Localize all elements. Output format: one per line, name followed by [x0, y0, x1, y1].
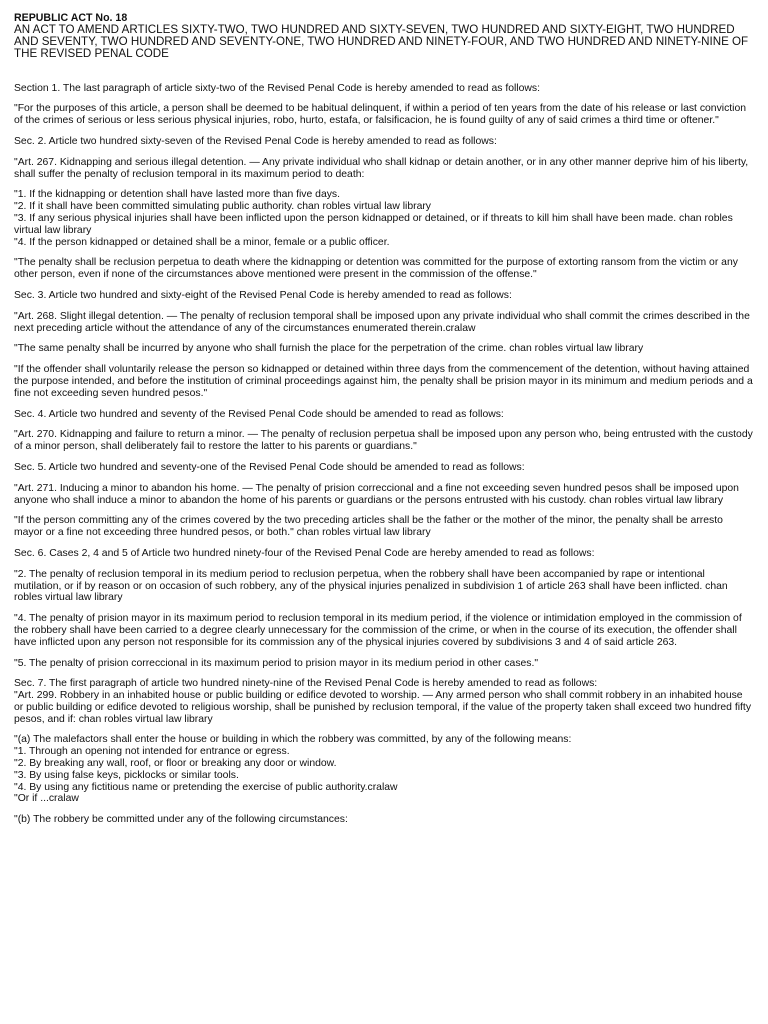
- list-item: "1. Through an opening not intended for entrance or egress.: [14, 746, 290, 758]
- document-page: [14, 12, 754, 826]
- section-2: Sec. 2. Article two hundred sixty-seven of the Revised Penal Code is hereby amended to read as follows:: [14, 136, 497, 147]
- art-299-text: "Art. 299. Robbery in an inhabited house or public building or edifice devoted to worship. — Any armed person who shall commit robbery in an inhabited house or public building or edifice devoted to religious worship, shall be punished by reclusion temporal, if the value of the property taken shall exceed two hundred fifty pesos, and if: chan robles virtual law library: [14, 690, 752, 725]
- list-item: "3. If any serious physical injuries shall have been inflicted upon the person kidnapped or detained, or if threats to kill him shall have been made. chan robles virtual law library: [14, 212, 733, 236]
- art-268-text: "Art. 268. Slight illegal detention. — The penalty of reclusion temporal shall be imposed upon any private individual who shall commit the crimes described in the next preceding article without the attendance of any of the circumstances enumerated therein.cralaw: [14, 310, 750, 334]
- art-270-text: "Art. 270. Kidnapping and failure to return a minor. — The penalty of reclusion perpetua shall be imposed upon any person who, being entrusted with the custody of a minor person, shall deliberately fail to restore the latter to his parents or guardians.": [14, 429, 753, 453]
- list-item: "3. By using false keys, picklocks or similar tools.: [14, 769, 239, 781]
- section-4: Sec. 4. Article two hundred and seventy of the Revised Penal Code should be amended to read as follows:: [14, 408, 504, 420]
- list-item: "2. By breaking any wall, roof, or floor or breaking any door or window.: [14, 758, 337, 770]
- case-2-text: "2. The penalty of reclusion temporal in its medium period to reclusion perpetua, when the robbery shall have been accompanied by rape or intentional mutilation, or if by reason or on occasion of such robbery, any of the physical injuries penalized in subdivision 1 of article 263 shall have been inflicted. chan robles virtual law library: [14, 568, 728, 604]
- case-4-text: "4. The penalty of prision mayor in its maximum period to reclusion temporal in its medium period, if the violence or intimidation employed in the commission of the robbery shall have been carried to a degree clearly unnecessary for the commission of the crime, or when in the course of its execution, the offender shall have inflicted upon any person not responsible for its commission any of the physical injuries covered by subdivisions 3 and 4 of said article 263.: [14, 613, 742, 648]
- list-item: "1. If the kidnapping or detention shall have lasted more than five days.: [14, 189, 341, 201]
- list-item: "(a) The malefactors shall enter the house or building in which the robbery was committed, by any of the following means:: [14, 734, 572, 746]
- list-item: "4. By using any fictitious name or pretending the exercise of public authority.cralaw: [14, 781, 398, 793]
- section-7-block: [14, 678, 754, 725]
- art-271-parents: "If the person committing any of the crimes covered by the two preceding articles shall be the father or the mother of the minor, the penalty shall be arresto mayor or a fine not exceeding three hundred pesos, or both." chan robles virtual law library: [14, 515, 723, 539]
- art-299-circumstances: "(b) The robbery be committed under any of the following circumstances:: [14, 814, 348, 826]
- art-299-means-list: [14, 734, 754, 805]
- list-item: "2. If it shall have been committed simulating public authority. chan robles virtual law library: [14, 201, 432, 213]
- section-6: Sec. 6. Cases 2, 4 and 5 of Article two hundred ninety-four of the Revised Penal Code are hereby amended to read as follows:: [14, 547, 595, 559]
- section-7: Sec. 7. The first paragraph of article two hundred ninety-nine of the Revised Penal Code is hereby amended to read as follows:: [14, 678, 598, 690]
- section-1: Section 1. The last paragraph of article sixty-two of the Revised Penal Code is hereby amended to read as follows:: [14, 82, 540, 94]
- art-267-text: "Art. 267. Kidnapping and serious illegal detention. — Any private individual who shall kidnap or detain another, or in any other manner deprive him of his liberty, shall suffer the penalty of reclusion temporal in its maximum period to death:: [14, 156, 749, 180]
- list-item: "4. If the person kidnapped or detained shall be a minor, female or a public officer.: [14, 236, 390, 248]
- act-number: REPUBLIC ACT No. 18: [14, 12, 128, 24]
- art-268-release: "If the offender shall voluntarily release the person so kidnapped or detained within three days from the commencement of the detention, without having attained the purpose intended, and before the institution of criminal proceedings against him, the penalty shall be prision mayor in its minimum and medium periods and a fine not exceeding seven hundred pesos.": [14, 364, 753, 399]
- case-5-text: "5. The penalty of prision correccional in its maximum period to prision mayor in its medium period in other cases.": [14, 657, 539, 669]
- art-271-text: "Art. 271. Inducing a minor to abandon his home. — The penalty of prision correccional and a fine not exceeding seven hundred pesos shall be imposed upon anyone who shall induce a minor to abandon the home of his parents or guardians or the persons entrusted with his custody. chan robles virtual law library: [14, 482, 739, 506]
- art-267-list: [14, 189, 754, 248]
- list-item: "Or if ...cralaw: [14, 793, 79, 805]
- art-268-same-penalty: "The same penalty shall be incurred by anyone who shall furnish the place for the perpetration of the crime. chan robles virtual law library: [14, 343, 644, 355]
- section-1-text: "For the purposes of this article, a person shall be deemed to be habitual delinquent, if within a period of ten years from the date of his release or last conviction of the crimes of serious or less serious physical injuries, robo, hurto, estafa, or falsificacion, he is found guilty of any of said crimes a third time or oftener.": [14, 103, 747, 127]
- act-title: AN ACT TO AMEND ARTICLES SIXTY-TWO, TWO HUNDRED AND SIXTY-SEVEN, TWO HUNDRED AND SIXTY-EIGHT, TWO HUNDRED AND SEVENTY, TWO HUNDRED AND SEVENTY-ONE, TWO HUNDRED AND NINETY-FOUR, AND TWO HUNDRED AND NINETY-NINE OF THE REVISED PENAL CODE: [14, 23, 749, 61]
- art-267-penalty: "The penalty shall be reclusion perpetua to death where the kidnapping or detention was committed for the purpose of extorting ransom from the victim or any other person, even if none of the circumstances above mentioned were present in the commission of the offense.": [14, 257, 738, 281]
- section-5: Sec. 5. Article two hundred and seventy-one of the Revised Penal Code should be amended to read as follows:: [14, 461, 525, 473]
- section-3: Sec. 3. Article two hundred and sixty-eight of the Revised Penal Code is hereby amended to read as follows:: [14, 289, 512, 301]
